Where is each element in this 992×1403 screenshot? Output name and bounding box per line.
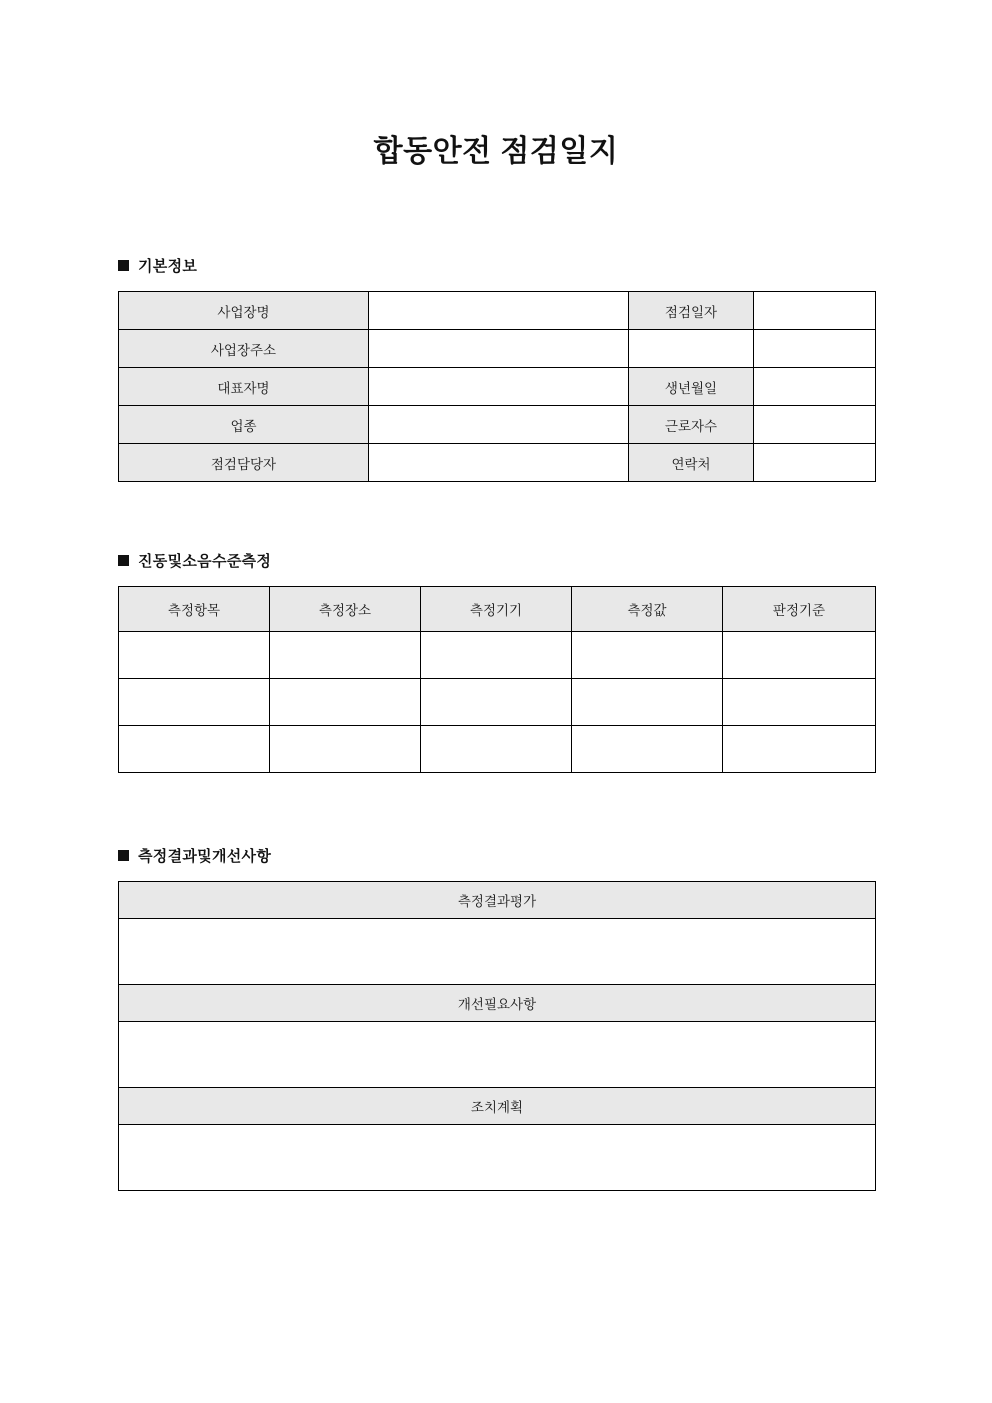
cell-measure-value[interactable] [572,632,723,679]
table-row [119,368,876,406]
field-label-worker-count: 근로자수 [629,406,754,444]
column-header-measure-location: 측정장소 [270,587,421,632]
block-header-evaluation: 측정결과평가 [119,882,876,919]
table-row [119,679,876,726]
field-value-industry-type[interactable] [369,406,629,444]
table-row [119,292,876,330]
field-label-industry-type: 업종 [119,406,369,444]
measurement-table [118,586,876,773]
cell-measure-location[interactable] [270,726,421,773]
cell-measure-item[interactable] [119,679,270,726]
cell-judgement-standard[interactable] [723,726,876,773]
table-row [119,726,876,773]
section-heading-basic-info [118,255,992,276]
field-label-business-name: 사업장명 [119,292,369,330]
results-table [118,881,876,1191]
cell-measure-location[interactable] [270,679,421,726]
block-body-action-plan[interactable] [119,1125,876,1191]
table-row [119,1125,876,1191]
black-square-bullet-icon [118,555,129,566]
cell-measure-value[interactable] [572,726,723,773]
basic-info-table [118,291,876,482]
table-row [119,444,876,482]
spacer [0,773,992,845]
column-header-measure-value: 측정값 [572,587,723,632]
field-label-row2-empty [629,330,754,368]
field-value-row2-empty[interactable] [754,330,876,368]
section-heading-label: 기본정보 [138,258,198,275]
cell-measure-value[interactable] [572,679,723,726]
section-heading-results [118,845,992,866]
cell-measure-item[interactable] [119,726,270,773]
block-body-evaluation[interactable] [119,919,876,985]
block-header-improvements: 개선필요사항 [119,985,876,1022]
table-row [119,882,876,919]
field-label-inspector: 점검담당자 [119,444,369,482]
section-heading-measurement [118,550,992,571]
cell-measure-device[interactable] [421,726,572,773]
field-label-business-address: 사업장주소 [119,330,369,368]
table-row [119,1022,876,1088]
column-header-judgement-standard: 판정기준 [723,587,876,632]
spacer [0,482,992,550]
field-value-inspection-date[interactable] [754,292,876,330]
table-row [119,985,876,1022]
column-header-measure-device: 측정기기 [421,587,572,632]
field-value-inspector[interactable] [369,444,629,482]
spacer [0,866,992,881]
cell-measure-location[interactable] [270,632,421,679]
field-value-representative-name[interactable] [369,368,629,406]
page-title: 합동안전 점검일지 [373,135,619,168]
spacer [0,276,992,291]
cell-judgement-standard[interactable] [723,632,876,679]
field-label-representative-name: 대표자명 [119,368,369,406]
cell-measure-device[interactable] [421,679,572,726]
section-heading-label: 측정결과및개선사항 [138,848,272,865]
cell-measure-item[interactable] [119,632,270,679]
field-label-birth-date: 생년월일 [629,368,754,406]
table-row [119,919,876,985]
field-label-contact: 연락처 [629,444,754,482]
black-square-bullet-icon [118,260,129,271]
field-value-contact[interactable] [754,444,876,482]
field-value-birth-date[interactable] [754,368,876,406]
block-header-action-plan: 조치계획 [119,1088,876,1125]
section-heading-label: 진동및소음수준측정 [138,553,272,570]
spacer [0,571,992,586]
table-row [119,1088,876,1125]
cell-measure-device[interactable] [421,632,572,679]
field-label-inspection-date: 점검일자 [629,292,754,330]
column-header-measure-item: 측정항목 [119,587,270,632]
black-square-bullet-icon [118,850,129,861]
table-row [119,406,876,444]
block-body-improvements[interactable] [119,1022,876,1088]
field-value-business-address[interactable] [369,330,629,368]
cell-judgement-standard[interactable] [723,679,876,726]
spacer [0,170,992,255]
table-row [119,632,876,679]
field-value-business-name[interactable] [369,292,629,330]
table-row [119,330,876,368]
field-value-worker-count[interactable] [754,406,876,444]
table-header-row [119,587,876,632]
